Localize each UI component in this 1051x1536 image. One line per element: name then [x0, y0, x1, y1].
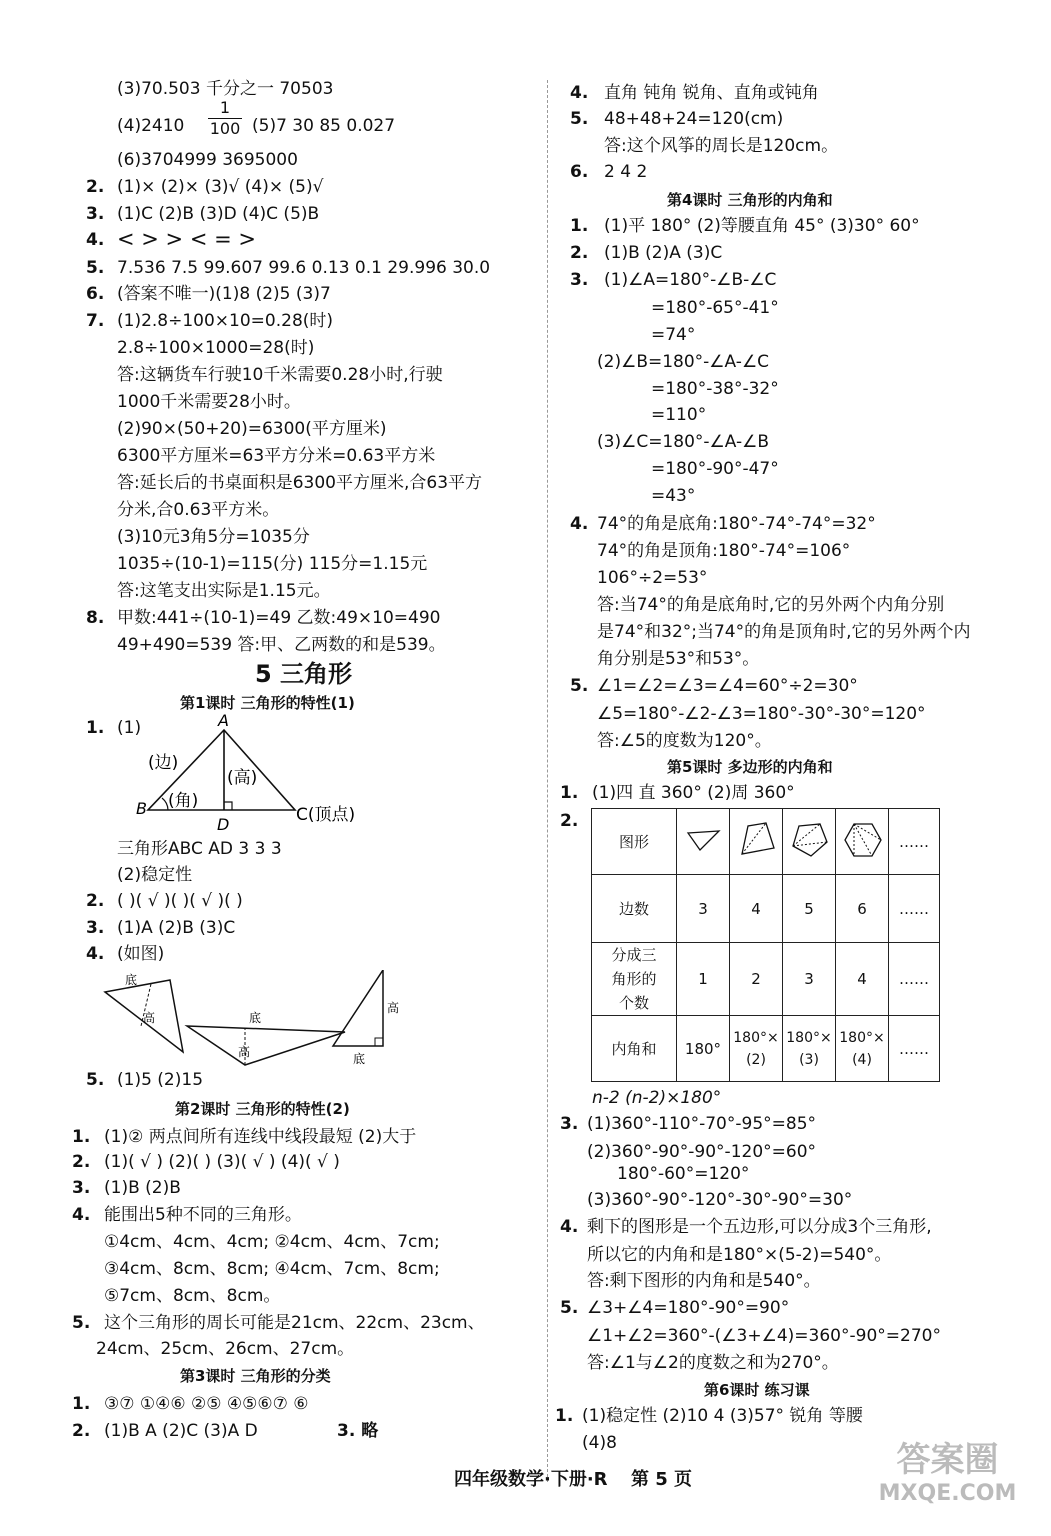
answer-line: ⑤7cm、8cm、8cm。 — [104, 1286, 281, 1306]
question-number: 5. — [570, 676, 589, 696]
height-label: 高 — [238, 1045, 251, 1059]
height-label: 高 — [387, 1001, 400, 1015]
answer-line: (4)8 — [582, 1433, 617, 1453]
question-number: 5. — [560, 1298, 579, 1318]
fraction — [208, 98, 242, 139]
answer-line: 三角形ABC AD 3 3 3 — [117, 839, 282, 859]
question-number: 2. — [72, 1421, 91, 1441]
answer-line: 74°的角是顶角:180°-74°=106° — [597, 541, 851, 561]
table-header: 内角和 — [592, 1016, 677, 1082]
footer-book: 四年级数学·下册·R — [454, 1469, 608, 1490]
question-number: 2. — [560, 811, 579, 831]
angle-label: (角) — [168, 791, 199, 811]
answer-line: (5)7 30 85 0.027 — [252, 116, 396, 136]
question-number: 4. — [560, 1217, 579, 1237]
answer-line: ∠1+∠2=360°-(∠3+∠4)=360°-90°=270° — [587, 1326, 941, 1346]
table-header: 边数 — [592, 875, 677, 943]
table-cell — [783, 809, 836, 875]
answer-line: (4)2410 — [117, 116, 185, 136]
table-cell: 3 — [783, 943, 836, 1016]
question-number: 5. — [72, 1313, 91, 1333]
question-number: 3. — [560, 1114, 579, 1134]
sum-formula: (3) — [799, 1051, 819, 1068]
table-cell: 4 — [836, 943, 889, 1016]
answer-line: 答:当74°的角是底角时,它的另外两个内角分别 — [597, 595, 945, 615]
lesson-title: 第5课时 多边形的内角和 — [667, 758, 833, 776]
question-number: 2. — [72, 1152, 91, 1172]
watermark — [855, 1440, 1040, 1530]
answer-line: 所以它的内角和是180°×(5-2)=540°。 — [587, 1245, 892, 1265]
answer-line: (2)90×(50+20)=6300(平方厘米) — [117, 419, 387, 439]
question-number: 6. — [86, 284, 105, 304]
answer-line: =180°-90°-47° — [651, 459, 779, 479]
table-cell: 4 — [730, 875, 783, 943]
answer-line: (1)B A (2)C (3)A D — [104, 1421, 258, 1441]
answer-line: 分米,合0.63平方米。 — [117, 500, 280, 520]
answer-line: 180°-60°=120° — [617, 1164, 750, 1184]
question-number: 1. — [555, 1406, 574, 1426]
table-cell: …… — [889, 809, 940, 875]
table-cell: 6 — [836, 875, 889, 943]
answer-line: 答:延长后的书桌面积是6300平方厘米,合63平方 — [117, 473, 483, 493]
polygon-angle-table — [591, 808, 940, 1082]
answer-line: 3. 略 — [337, 1421, 379, 1441]
base-label: 底 — [353, 1052, 366, 1066]
question-number: 4. — [72, 1205, 91, 1225]
question-number: 2. — [86, 891, 105, 911]
answer-line: =74° — [651, 325, 696, 345]
answer-line: (1) — [117, 718, 142, 738]
answer-line: (1)∠A=180°-∠B-∠C — [604, 270, 777, 290]
answer-line: 24cm、25cm、26cm、27cm。 — [96, 1339, 355, 1359]
answer-line: (1)平 180° (2)等腰直角 45° (3)30° 60° — [604, 216, 920, 236]
question-number: 1. — [72, 1127, 91, 1147]
answer-line: =180°-38°-32° — [651, 379, 779, 399]
triangle-2 — [187, 1026, 345, 1065]
height-label: 高 — [143, 1011, 156, 1025]
answer-line: 角分别是53°和53°。 — [597, 649, 760, 669]
answer-line: (1)5 (2)15 — [117, 1070, 204, 1090]
question-number: 3. — [72, 1178, 91, 1198]
table-header: 分成三角形的个数 — [592, 943, 677, 1016]
answer-line: < > > < = > — [117, 227, 256, 251]
question-number: 5. — [86, 1070, 105, 1090]
answer-line: ③4cm、8cm、8cm; ④4cm、7cm、8cm; — [104, 1259, 440, 1279]
vertex-c-label: C(顶点) — [296, 805, 356, 825]
answer-line: (1)× (2)× (3)√ (4)× (5)√ — [117, 177, 324, 197]
vertex-b-label: B — [136, 799, 147, 818]
table-cell — [730, 1016, 783, 1082]
answer-line: (1)2.8÷100×10=0.28(时) — [117, 311, 334, 331]
right-angle-mark — [375, 1038, 383, 1046]
table-cell — [783, 1016, 836, 1082]
answer-line: (3)360°-90°-120°-30°-90°=30° — [587, 1190, 853, 1210]
pentagon-shape — [787, 818, 831, 862]
base-label: 底 — [249, 1011, 262, 1025]
question-number: 4. — [86, 944, 105, 964]
fraction-denominator: 100 — [209, 119, 241, 138]
question-number: 1. — [86, 718, 105, 738]
question-number: 2. — [86, 177, 105, 197]
answer-line: 6300平方厘米=63平方分米=0.63平方米 — [117, 446, 436, 466]
question-number: 4. — [86, 230, 105, 250]
table-row — [592, 875, 940, 943]
answer-line: 答:这笔支出实际是1.15元。 — [117, 581, 331, 601]
sum-formula: 180°× — [839, 1029, 885, 1046]
answer-line: (6)3704999 3695000 — [117, 150, 298, 170]
question-number: 3. — [86, 204, 105, 224]
base-height-figures — [95, 970, 425, 1070]
answer-line: (1)B (2)B — [104, 1178, 181, 1198]
answer-line: 答:这个风筝的周长是120cm。 — [604, 136, 839, 156]
table-row — [592, 943, 940, 1016]
answer-line: (2)∠B=180°-∠A-∠C — [597, 352, 770, 372]
answer-line: 2 4 2 — [604, 162, 648, 182]
sum-formula: 180°× — [786, 1029, 832, 1046]
lesson-title: 第4课时 三角形的内角和 — [667, 191, 833, 209]
answer-line: (2)稳定性 — [117, 865, 193, 885]
table-cell: 180° — [677, 1016, 730, 1082]
answer-line: ①4cm、4cm、4cm; ②4cm、4cm、7cm; — [104, 1232, 440, 1252]
sum-formula: 180°× — [733, 1029, 779, 1046]
answer-line: n-2 (n-2)×180° — [592, 1088, 722, 1108]
answer-line: 答:∠1与∠2的度数之和为270°。 — [587, 1353, 839, 1373]
answer-line: 106°÷2=53° — [597, 568, 708, 588]
lesson-title: 第6课时 练习课 — [704, 1381, 810, 1399]
triangle-figure — [130, 708, 380, 836]
answer-line: 49+490=539 答:甲、乙两数的和是539。 — [117, 635, 446, 655]
column-divider — [547, 80, 548, 1482]
answer-line: ∠1=∠2=∠3=∠4=60°÷2=30° — [597, 676, 858, 696]
answer-line: (3)∠C=180°-∠A-∠B — [597, 432, 770, 452]
sum-formula: (2) — [746, 1051, 766, 1068]
triangle-3 — [333, 970, 383, 1046]
quadrilateral-shape — [734, 818, 778, 862]
answer-line: (3)70.503 千分之一 70503 — [117, 79, 334, 99]
answer-line: (答案不唯一)(1)8 (2)5 (3)7 — [117, 284, 331, 304]
table-cell — [730, 809, 783, 875]
right-angle-mark — [224, 802, 232, 810]
answer-line: 74°的角是底角:180°-74°-74°=32° — [597, 514, 876, 534]
question-number: 1. — [570, 216, 589, 236]
table-header: 图形 — [592, 809, 677, 875]
answer-line: =43° — [651, 486, 696, 506]
answer-line: 7.536 7.5 99.607 99.6 0.13 0.1 29.996 30.0 — [117, 258, 491, 278]
answer-line: 答:∠5的度数为120°。 — [597, 731, 772, 751]
answer-line: 答:这辆货车行驶10千米需要0.28小时,行驶 — [117, 365, 443, 385]
answer-line: 48+48+24=120(cm) — [604, 109, 784, 129]
edge-label: (边) — [148, 753, 179, 773]
question-number: 3. — [86, 918, 105, 938]
lesson-title: 第1课时 三角形的特性(1) — [180, 694, 355, 712]
hexagon-shape — [840, 818, 884, 862]
answer-line: 甲数:441÷(10-1)=49 乙数:49×10=490 — [117, 608, 441, 628]
height-label: (高) — [227, 768, 258, 788]
answer-line: 1000千米需要28小时。 — [117, 392, 301, 412]
answer-line: (1)稳定性 (2)10 4 (3)57° 锐角 等腰 — [582, 1406, 863, 1426]
sum-formula: (4) — [852, 1051, 872, 1068]
answer-line: ( )( √ )( )( √ )( ) — [117, 891, 243, 911]
fraction-numerator: 1 — [219, 98, 231, 117]
lesson-title: 第2课时 三角形的特性(2) — [175, 1100, 350, 1118]
answer-line: 能围出5种不同的三角形。 — [104, 1205, 302, 1225]
base-label: 底 — [125, 973, 138, 987]
question-number: 7. — [86, 311, 105, 331]
table-cell — [836, 1016, 889, 1082]
foot-d-label: D — [217, 815, 230, 834]
answer-line: 答:剩下图形的内角和是540°。 — [587, 1271, 821, 1291]
lesson-title: 第3课时 三角形的分类 — [180, 1367, 331, 1385]
table-row — [592, 809, 940, 875]
table-cell — [677, 809, 730, 875]
question-number: 1. — [560, 783, 579, 803]
answer-line: (1)C (2)B (3)D (4)C (5)B — [117, 204, 320, 224]
table-cell: 5 — [783, 875, 836, 943]
answer-line: (1)B (2)A (3)C — [604, 243, 723, 263]
answer-line: (1)A (2)B (3)C — [117, 918, 236, 938]
table-cell: 1 — [677, 943, 730, 1016]
question-number: 5. — [570, 109, 589, 129]
question-number: 2. — [570, 243, 589, 263]
answer-line: 1035÷(10-1)=115(分) 115分=1.15元 — [117, 554, 428, 574]
watermark-logo: 答案圈 — [896, 1440, 999, 1480]
vertex-a-label: A — [218, 711, 229, 730]
watermark-url: MXQE.COM — [878, 1481, 1017, 1506]
footer-page-number: 第 5 页 — [631, 1469, 693, 1490]
question-number: 4. — [570, 83, 589, 103]
answer-line: 2.8÷100×1000=28(时) — [117, 338, 315, 358]
table-cell: 2 — [730, 943, 783, 1016]
question-number: 5. — [86, 258, 105, 278]
table-cell: …… — [889, 943, 940, 1016]
answer-line: (如图) — [117, 944, 165, 964]
question-number: 4. — [570, 514, 589, 534]
table-cell: 3 — [677, 875, 730, 943]
answer-line: 直角 钝角 锐角、直角或钝角 — [604, 83, 819, 103]
question-number: 3. — [570, 270, 589, 290]
answer-line: (1)( √ ) (2)( ) (3)( √ ) (4)( √ ) — [104, 1152, 340, 1172]
answer-line: (3)10元3角5分=1035分 — [117, 527, 310, 547]
answer-line: =180°-65°-41° — [651, 298, 779, 318]
answer-line: (2)360°-90°-90°-120°=60° — [587, 1142, 817, 1162]
answer-line: (1)② 两点间所有连线中线段最短 (2)大于 — [104, 1127, 417, 1147]
answer-line: ∠3+∠4=180°-90°=90° — [587, 1298, 790, 1318]
answer-line: 这个三角形的周长可能是21cm、22cm、23cm、 — [104, 1313, 485, 1333]
question-number: 8. — [86, 608, 105, 628]
answer-line: =110° — [651, 405, 707, 425]
unit-title: 5 三角形 — [255, 660, 353, 688]
answer-line: ∠5=180°-∠2-∠3=180°-30°-30°=120° — [597, 704, 926, 724]
question-number: 1. — [72, 1394, 91, 1414]
answer-line: ③⑦ ①④⑥ ②⑤ ④⑤⑥⑦ ⑥ — [104, 1394, 309, 1414]
table-cell — [836, 809, 889, 875]
triangle-shape — [683, 825, 723, 855]
table-cell: …… — [889, 875, 940, 943]
table-row — [592, 1016, 940, 1082]
answer-line: 是74°和32°;当74°的角是顶角时,它的另外两个内 — [597, 622, 971, 642]
question-number: 6. — [570, 162, 589, 182]
answer-line: 剩下的图形是一个五边形,可以分成3个三角形, — [587, 1217, 932, 1237]
table-cell: …… — [889, 1016, 940, 1082]
answer-line: (1)360°-110°-70°-95°=85° — [587, 1114, 817, 1134]
answer-line: (1)四 直 360° (2)周 360° — [592, 783, 795, 803]
